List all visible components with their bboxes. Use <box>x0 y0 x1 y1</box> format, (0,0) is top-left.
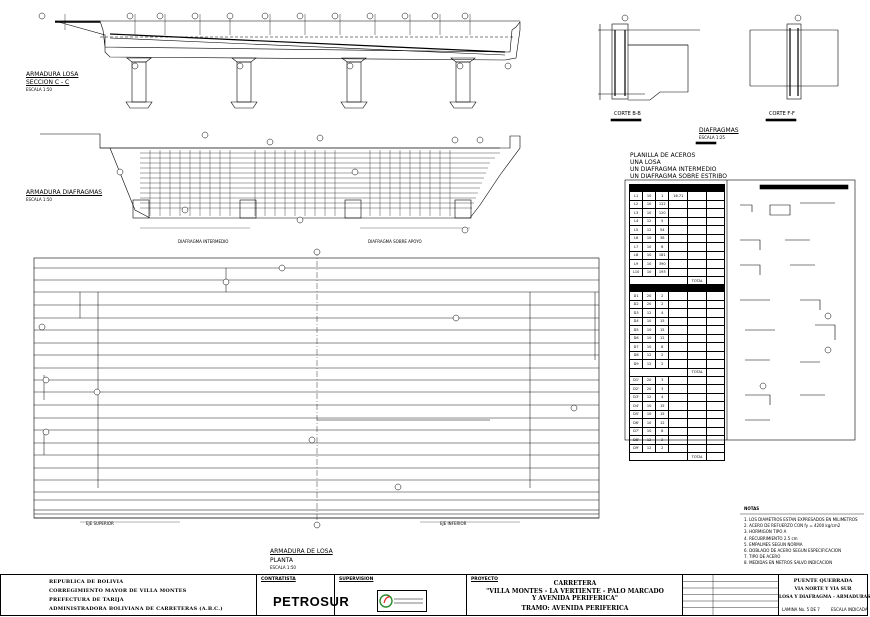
schedule-row <box>630 217 725 226</box>
schedule-cell <box>707 300 725 309</box>
schedule-row <box>630 309 725 318</box>
schedule-cell: 10 <box>643 260 656 269</box>
schedule-cell: 12 <box>643 436 656 445</box>
schedule-cell: L9 <box>630 260 643 269</box>
sheet-label: LAMINA No. 5 DE 7 <box>782 607 820 612</box>
note-item: 5. EMPALMES SEGUN NORMA <box>744 541 803 547</box>
schedule-cell: D6' <box>630 419 643 428</box>
schedule-cell: 38 <box>656 234 669 243</box>
schedule-cell <box>688 410 707 419</box>
schedule-cell <box>669 334 688 343</box>
plan-right-label: EJE INFERIOR <box>440 521 467 526</box>
schedule-row <box>630 376 725 385</box>
project-cell <box>467 575 683 615</box>
schedule-cell: D2' <box>630 385 643 394</box>
schedule-cell: 16.71 <box>669 192 688 201</box>
signatures-cell <box>683 575 779 615</box>
schedule-cell <box>669 226 688 235</box>
note-item: 3. HORMIGON TIPO A <box>744 529 787 535</box>
schedule-cell: D4' <box>630 402 643 411</box>
schedule-cell <box>707 427 725 436</box>
schedule-cell <box>688 260 707 269</box>
schedule-cell <box>688 234 707 243</box>
contractor-cell <box>257 575 350 615</box>
schedule-cell <box>669 243 688 252</box>
schedule-cell: D5' <box>630 410 643 419</box>
schedule-cell: 181 <box>656 251 669 260</box>
schedule-cell: 2 <box>656 436 669 445</box>
schedule-cell <box>688 226 707 235</box>
schedule-cell <box>688 243 707 252</box>
schedule-cell <box>688 217 707 226</box>
schedule-row <box>630 251 725 260</box>
schedule-cell <box>688 192 707 201</box>
project-line-1: CARRETERA <box>553 580 597 587</box>
schedule-row <box>630 268 725 277</box>
schedule-cell: 12 <box>643 217 656 226</box>
schedule-cell <box>688 419 707 428</box>
schedule-cell: 10 <box>643 209 656 218</box>
schedule-cell <box>688 360 707 369</box>
schedule-cell: D2 <box>630 300 643 309</box>
schedule-cell: 10 <box>643 419 656 428</box>
schedule-cell: 12 <box>643 351 656 360</box>
schedule-cell: D9 <box>630 360 643 369</box>
schedule-cell <box>688 309 707 318</box>
schedule-cell <box>688 436 707 445</box>
schedule-cell: 2 <box>656 360 669 369</box>
schedule-cell: 12 <box>656 334 669 343</box>
schedule-cell <box>669 444 688 453</box>
schedule-cell <box>688 427 707 436</box>
schedule-cell: 10 <box>643 192 656 201</box>
client-cell <box>1 575 257 615</box>
notes-list <box>744 517 858 567</box>
schedule-cell <box>707 360 725 369</box>
schedule-cell <box>688 209 707 218</box>
schedule-cell <box>688 444 707 453</box>
section-scale: ESCALA 1:50 <box>26 87 52 92</box>
schedule-line-1: UNA LOSA <box>630 159 661 166</box>
schedule-cell <box>707 385 725 394</box>
schedule-cell <box>669 300 688 309</box>
note-item: 4. RECUBRIMIENTO 2.5 cm <box>744 535 798 541</box>
schedule-cell <box>707 317 725 326</box>
schedule-cell <box>707 393 725 402</box>
schedule-row <box>630 326 725 335</box>
schedule-cell: L7 <box>630 243 643 252</box>
schedule-cell: 12 <box>643 360 656 369</box>
schedule-cell <box>669 326 688 335</box>
schedule-cell <box>707 376 725 385</box>
schedule-cell: L4 <box>630 217 643 226</box>
schedule-cell: D8 <box>630 351 643 360</box>
section-subtitle: SECCION C - C <box>26 79 70 86</box>
plan-title: ARMADURA DE LOSA <box>270 548 333 555</box>
schedule-cell: 10 <box>643 268 656 277</box>
schedule-cell: 1 <box>656 192 669 201</box>
plan-left-label: EJE SUPERIOR <box>86 521 114 526</box>
schedule-cell <box>688 385 707 394</box>
schedule-row <box>630 226 725 235</box>
schedule-row <box>630 351 725 360</box>
schedule-cell <box>707 226 725 235</box>
schedule-row <box>630 393 725 402</box>
plan-subtitle: PLANTA <box>270 557 293 564</box>
diafragmas-scale: ESCALA 1:25 <box>699 135 725 140</box>
schedule-cell: 10 <box>643 343 656 352</box>
schedule-cell: D7 <box>630 343 643 352</box>
schedule-cell <box>669 343 688 352</box>
project-line-3: Y AVENIDA PERIFERICA" <box>531 595 619 602</box>
schedule-cell <box>707 343 725 352</box>
project-line-2: "VILLA MONTES - LA VERTIENTE - PALO MARCADO <box>486 588 664 595</box>
schedule-row <box>630 234 725 243</box>
schedule-cell: 15 <box>656 326 669 335</box>
schedule-row <box>630 436 725 445</box>
schedule-cell <box>688 268 707 277</box>
schedule-cell: 20 <box>643 300 656 309</box>
schedule-row <box>630 410 725 419</box>
schedule-cell: 2 <box>656 351 669 360</box>
total-label-c: TOTAL <box>688 453 707 461</box>
schedule-cell: L3 <box>630 209 643 218</box>
schedule-row <box>630 360 725 369</box>
signature-grid <box>683 575 779 615</box>
note-item: 7. TIPO DE ACERO <box>744 554 781 560</box>
schedule-cell <box>707 309 725 318</box>
schedule-row <box>630 427 725 436</box>
schedule-cell <box>669 260 688 269</box>
schedule-cell <box>707 209 725 218</box>
schedule-cell: 12 <box>643 226 656 235</box>
schedule-cell: L10 <box>630 268 643 277</box>
diaphragm-arm-scale: ESCALA 1:50 <box>26 197 52 202</box>
schedule-cell <box>707 292 725 301</box>
schedule-cell <box>669 209 688 218</box>
scale-label: ESCALA INDICADA <box>831 607 868 612</box>
schedule-cell: 10 <box>643 234 656 243</box>
supervision-cell <box>335 575 467 615</box>
schedule-row <box>630 402 725 411</box>
plan-scale: ESCALA 1:50 <box>270 565 296 570</box>
schedule-cell <box>707 251 725 260</box>
schedule-cell: 54 <box>656 226 669 235</box>
schedule-line-2: UN DIAFRAGMA INTERMEDIO <box>630 166 717 173</box>
schedule-cell <box>688 402 707 411</box>
schedule-cell: 20 <box>643 385 656 394</box>
title-block <box>0 574 868 616</box>
schedule-cell: 15 <box>656 410 669 419</box>
schedule-cell <box>688 343 707 352</box>
note-item: 6. DOBLADO DE ACERO SEGUN ESPECIFICACION <box>744 548 842 554</box>
schedule-cell <box>688 292 707 301</box>
note-item: 2. ACERO DE REFUERZO CON fy = 4200 kg/cm2 <box>744 523 841 529</box>
schedule-cell: 10 <box>643 200 656 209</box>
schedule-cell <box>688 334 707 343</box>
schedule-cell <box>669 419 688 428</box>
schedule-cell: 5 <box>656 217 669 226</box>
schedule-cell: 20 <box>643 292 656 301</box>
total-label-b: TOTAL <box>688 368 707 376</box>
schedule-cell <box>707 192 725 201</box>
schedule-cell <box>707 351 725 360</box>
schedule-cell <box>669 402 688 411</box>
diaphragm-arm-title: ARMADURA DIAFRAGMAS <box>26 189 103 196</box>
schedule-cell: 390 <box>656 260 669 269</box>
schedule-cell: 3 <box>656 376 669 385</box>
schedule-cell <box>669 385 688 394</box>
schedule-cell <box>707 334 725 343</box>
schedule-cell <box>669 234 688 243</box>
note-item: 8. MEDIDAS EN METROS SALVO INDICACION <box>744 560 833 566</box>
schedule-row <box>630 200 725 209</box>
drawing-title-line-1: PUENTE QUEBRADA <box>793 578 853 584</box>
schedule-row <box>630 419 725 428</box>
schedule-cell: 10 <box>643 334 656 343</box>
schedule-row <box>630 260 725 269</box>
schedule-cell: 10 <box>643 402 656 411</box>
schedule-cell: D3 <box>630 309 643 318</box>
schedule-cell <box>688 317 707 326</box>
schedule-cell <box>688 251 707 260</box>
diaphragm-intermediate-label: DIAFRAGMA INTERMEDIO <box>178 239 229 244</box>
schedule-cell <box>669 376 688 385</box>
schedule-cell <box>707 217 725 226</box>
schedule-cell <box>669 217 688 226</box>
schedule-cell: 10 <box>643 243 656 252</box>
schedule-cell <box>688 326 707 335</box>
schedule-row <box>630 243 725 252</box>
schedule-cell <box>707 243 725 252</box>
schedule-row <box>630 334 725 343</box>
contractor-logo: PETROSUR <box>273 594 350 609</box>
schedule-cell <box>688 351 707 360</box>
client-line-3: PREFECTURA DE TARIJA <box>49 597 124 603</box>
schedule-cell <box>707 444 725 453</box>
corte-b-label: CORTE B-B <box>614 111 641 117</box>
schedule-cell <box>669 427 688 436</box>
schedule-cell <box>669 251 688 260</box>
schedule-cell <box>669 393 688 402</box>
schedule-cell: 12 <box>643 393 656 402</box>
client-line-2: CORREGIMIENTO MAYOR DE VILLA MONTES <box>49 588 187 594</box>
schedule-cell <box>688 376 707 385</box>
schedule-cell <box>669 436 688 445</box>
schedule-row <box>630 300 725 309</box>
schedule-cell <box>669 268 688 277</box>
schedule-cell: D3' <box>630 393 643 402</box>
schedule-row <box>630 192 725 201</box>
schedule-cell <box>688 393 707 402</box>
schedule-cell: 10 <box>643 317 656 326</box>
schedule-cell: 2 <box>656 300 669 309</box>
leaf-logo-icon <box>378 591 426 611</box>
schedule-title: PLANILLA DE ACEROS <box>630 152 696 159</box>
supervision-header: SUPERVISION <box>339 577 374 582</box>
schedule-row <box>630 444 725 453</box>
schedule-cell <box>669 292 688 301</box>
schedule-cell: 15 <box>656 317 669 326</box>
schedule-cell <box>669 410 688 419</box>
schedule-cell: D4 <box>630 317 643 326</box>
drawing-title-cell <box>779 575 870 615</box>
schedule-cell: 10 <box>643 251 656 260</box>
schedule-cell <box>707 402 725 411</box>
schedule-row <box>630 343 725 352</box>
schedule-cell <box>688 300 707 309</box>
schedule-cell: 12 <box>643 309 656 318</box>
schedule-cell: 10 <box>643 427 656 436</box>
schedule-cell <box>707 410 725 419</box>
schedule-cell <box>688 200 707 209</box>
schedule-cell: D5 <box>630 326 643 335</box>
notes-title: NOTAS <box>744 506 760 511</box>
steel-schedule-table <box>629 184 725 461</box>
schedule-row <box>630 317 725 326</box>
schedule-cell: 2 <box>656 292 669 301</box>
schedule-cell: 15 <box>656 402 669 411</box>
contractor-header: CONTRATISTA <box>261 577 296 582</box>
schedule-cell <box>707 268 725 277</box>
diafragmas-title: DIAFRAGMAS <box>699 127 739 134</box>
schedule-cell: D7' <box>630 427 643 436</box>
schedule-cell: 10 <box>643 326 656 335</box>
schedule-cell <box>707 234 725 243</box>
schedule-cell: 120 <box>656 209 669 218</box>
drawing-title-line-3: LOSA Y DIAFRAGMA - ARMADURAS <box>779 595 870 600</box>
schedule-cell: 122 <box>656 200 669 209</box>
schedule-row <box>630 292 725 301</box>
supervision-logo <box>377 590 427 612</box>
schedule-cell: D6 <box>630 334 643 343</box>
schedule-cell: 12 <box>643 444 656 453</box>
schedule-cell: 4 <box>656 393 669 402</box>
schedule-cell <box>669 317 688 326</box>
schedule-cell <box>669 360 688 369</box>
schedule-cell <box>707 436 725 445</box>
drawing-title-line-2: VIA NORTE Y VIA SUR <box>794 587 852 592</box>
client-line-1: REPUBLICA DE BOLIVIA <box>49 579 124 585</box>
schedule-cell <box>669 351 688 360</box>
schedule-cell: L6 <box>630 234 643 243</box>
schedule-cell <box>707 200 725 209</box>
schedule-cell: L2 <box>630 200 643 209</box>
schedule-line-3: UN DIAFRAGMA SOBRE ESTRIBO <box>630 173 727 180</box>
schedule-cell: 20 <box>643 376 656 385</box>
note-item: 1. LOS DIAMETROS ESTAN EXPRESADOS EN MILIMETROS <box>744 517 858 522</box>
schedule-cell: L1 <box>630 192 643 201</box>
schedule-cell: 2 <box>656 444 669 453</box>
project-line-4: TRAMO: AVENIDA PERIFERICA <box>521 605 629 612</box>
schedule-cell: 193 <box>656 268 669 277</box>
schedule-cell: 8 <box>656 427 669 436</box>
schedule-cell: 6 <box>656 243 669 252</box>
schedule-row <box>630 209 725 218</box>
schedule-cell: D1 <box>630 292 643 301</box>
schedule-cell <box>707 260 725 269</box>
schedule-cell: L8 <box>630 251 643 260</box>
project-header: PROYECTO <box>471 577 498 582</box>
schedule-cell: 8 <box>656 343 669 352</box>
corte-f-label: CORTE F-F <box>769 111 795 117</box>
schedule-cell <box>707 419 725 428</box>
schedule-cell: 4 <box>656 309 669 318</box>
client-line-4: ADMINISTRADORA BOLIVIANA DE CARRETERAS (A.B.C.) <box>49 606 223 612</box>
section-title: ARMADURA LOSA <box>26 71 79 78</box>
schedule-cell: 12 <box>656 419 669 428</box>
schedule-cell: D1' <box>630 376 643 385</box>
schedule-cell <box>669 200 688 209</box>
schedule-cell: 3 <box>656 385 669 394</box>
schedule-cell: D9' <box>630 444 643 453</box>
schedule-cell <box>707 326 725 335</box>
schedule-cell: L5 <box>630 226 643 235</box>
schedule-cell: D8' <box>630 436 643 445</box>
total-label-a: TOTAL <box>688 277 707 285</box>
schedule-cell: 10 <box>643 410 656 419</box>
diaphragm-support-label: DIAFRAGMA SOBRE APOYO <box>368 239 422 244</box>
schedule-row <box>630 385 725 394</box>
schedule-cell <box>669 309 688 318</box>
